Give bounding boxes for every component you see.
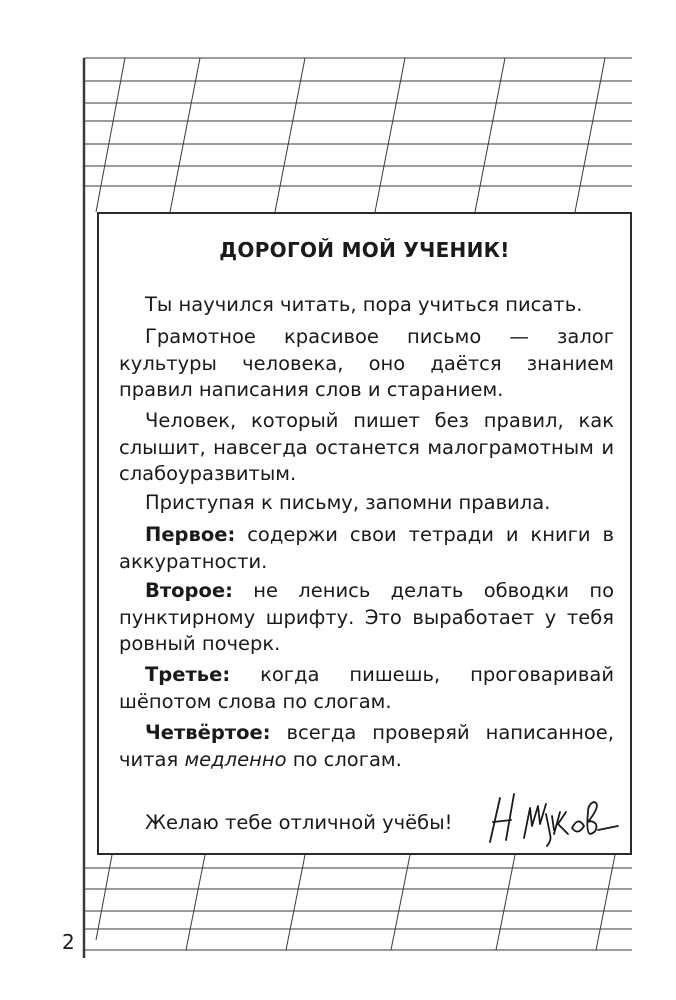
rule-2-label: Второе:: [145, 579, 233, 602]
rule-3-text: когда пишешь, проговаривай шёпотом слова по слогам.: [119, 663, 614, 713]
rule-4-label: Четвёртое:: [145, 721, 271, 744]
rule-4-text-2: по слогам.: [286, 747, 402, 771]
paragraph-2-text: Грамотное красивое письмо — залог культуры человека, оно даётся знанием правил написания слов и старанием.: [119, 325, 614, 401]
paragraph-3-text: Человек, который пишет без правил, как слышит, навсегда останется малограмотным и слабоуразвитым.: [119, 409, 614, 485]
rule-3: [119, 662, 614, 715]
paragraph-1-text: Ты научился читать, пора учиться писать.: [145, 293, 583, 316]
page-number: 2: [62, 930, 75, 954]
paragraph-4-text: Приступая к письму, запомни правила.: [145, 491, 551, 514]
paragraph-1: [119, 292, 614, 319]
letter-box: [97, 212, 632, 855]
rule-4: [119, 720, 614, 773]
rule-4-text-1: всегда проверяй написанное, читая: [119, 721, 614, 771]
rule-1: [119, 522, 614, 575]
paragraph-3: [119, 408, 614, 488]
signature: [484, 782, 624, 854]
closing-wish: Желаю тебе отличной учёбы!: [145, 811, 453, 834]
rule-4-emphasis: медленно: [184, 747, 287, 771]
paragraph-2: [119, 324, 614, 404]
rule-2-text: не ленись делать обводки по пунктирному шрифту. Это выработает у тебя ровный почерк.: [119, 579, 614, 655]
rule-2: [119, 578, 614, 658]
rule-3-label: Третье:: [145, 663, 231, 686]
paragraph-4: [119, 490, 614, 517]
rule-1-label: Первое:: [145, 523, 236, 546]
letter-title: ДОРОГОЙ МОЙ УЧЕНИК!: [219, 238, 510, 262]
rule-1-text: содержи свои тетради и книги в аккуратности.: [119, 523, 614, 573]
